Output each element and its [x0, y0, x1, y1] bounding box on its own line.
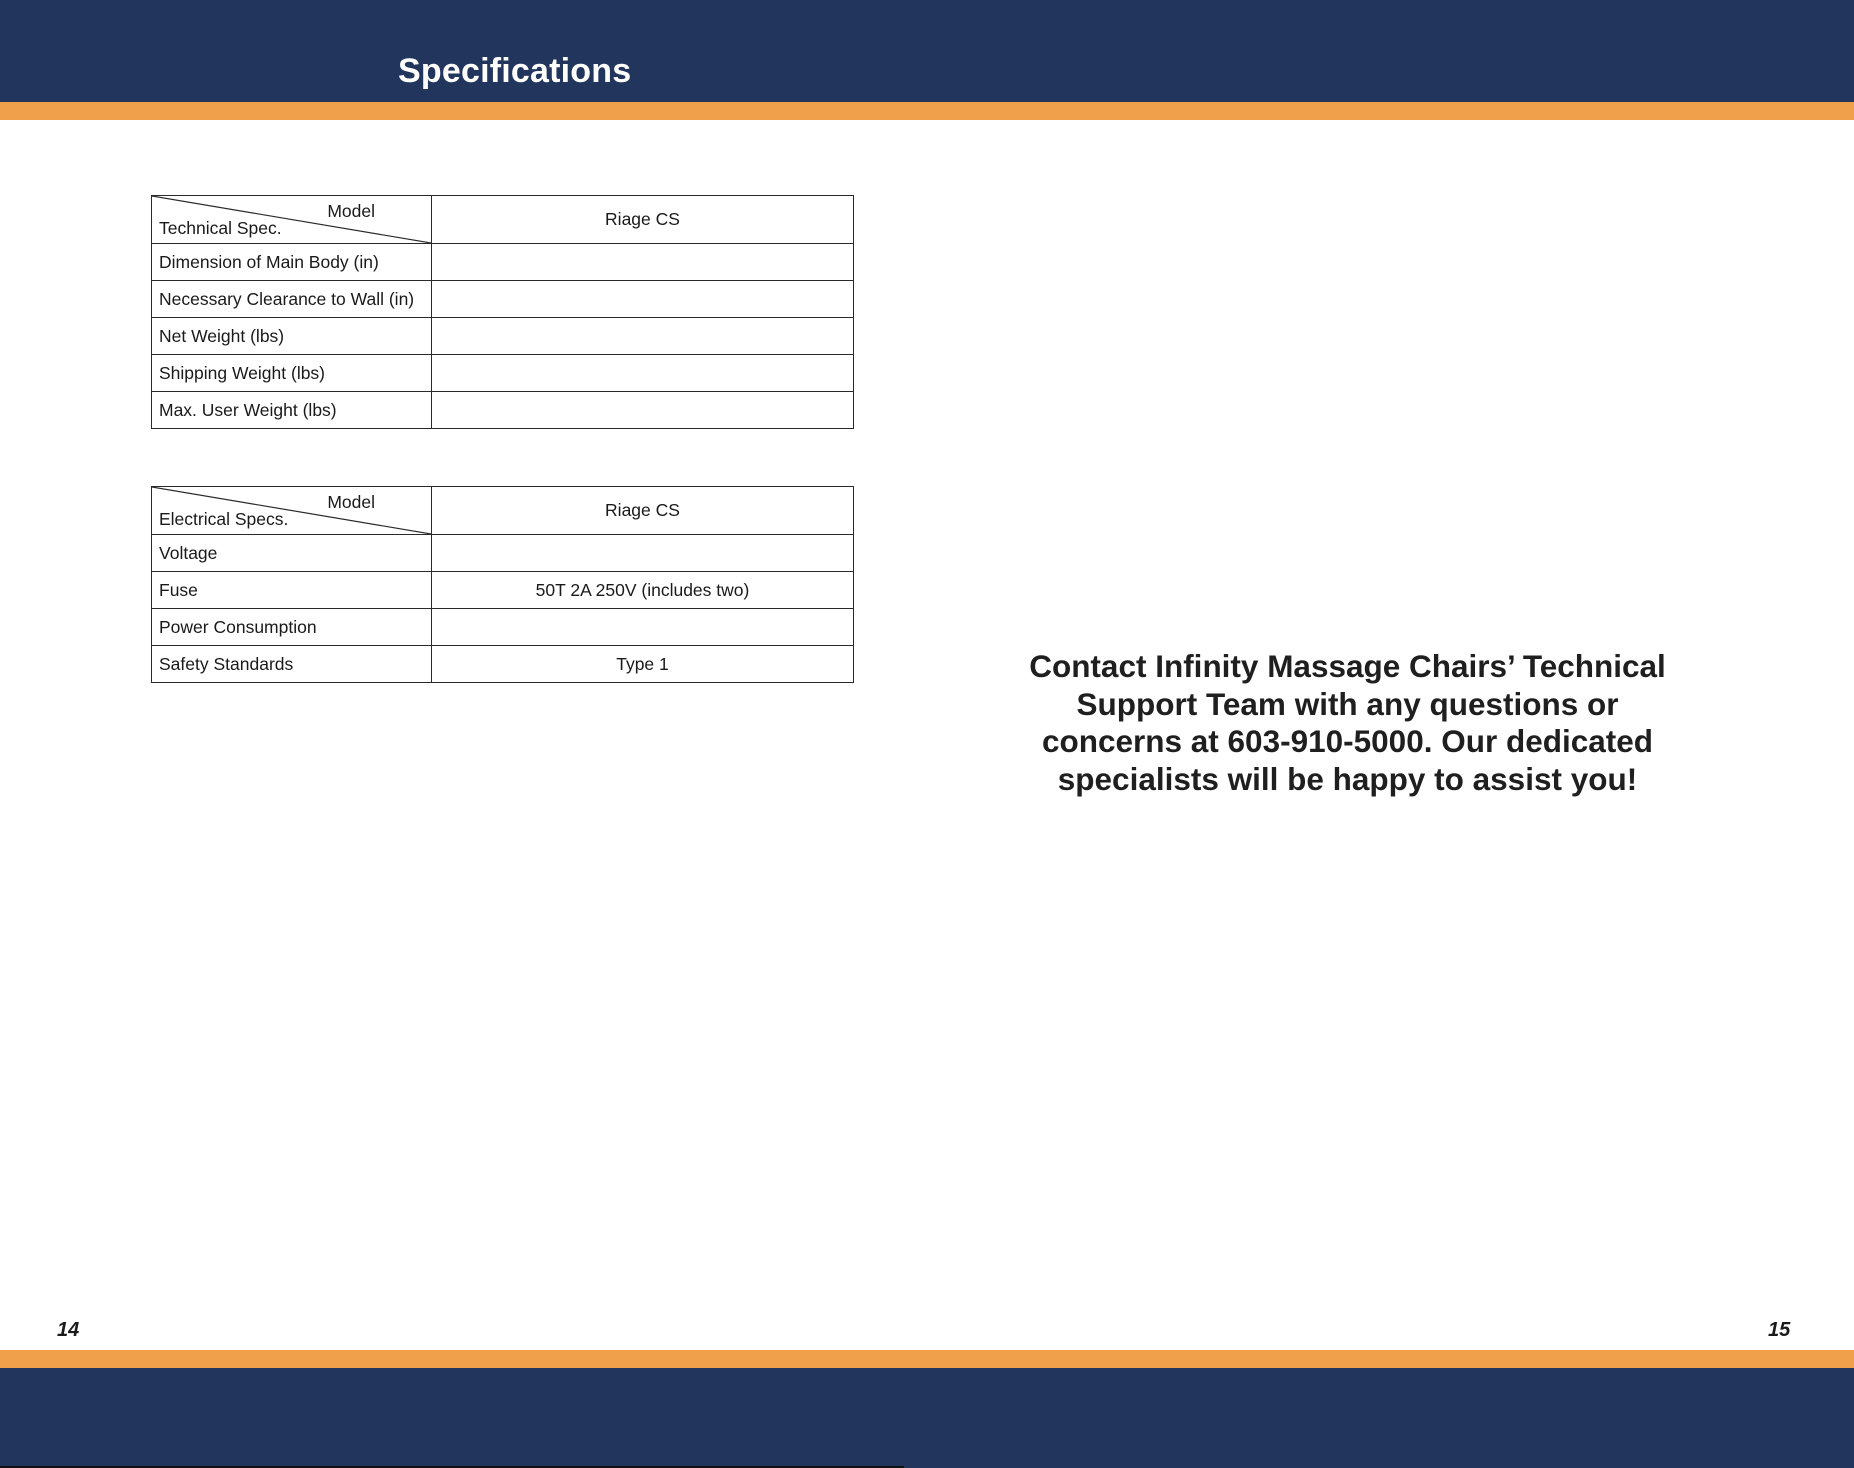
table-row	[152, 535, 854, 572]
table-row	[152, 392, 854, 429]
technical-spec-table	[151, 195, 854, 429]
row-label: Voltage	[152, 535, 432, 572]
table-row	[152, 281, 854, 318]
row-label: Necessary Clearance to Wall (in)	[152, 281, 432, 318]
contact-line: Support Team with any questions or	[1076, 685, 1619, 722]
row-label: Dimension of Main Body (in)	[152, 244, 432, 281]
table-row	[152, 244, 854, 281]
table-corner-cell	[152, 487, 432, 535]
contact-line: concerns at 603-910-5000. Our dedicated	[1041, 723, 1654, 759]
electrical-spec-table	[151, 486, 854, 683]
row-label: Shipping Weight (lbs)	[152, 355, 432, 392]
row-value	[432, 609, 854, 646]
table-corner-cell	[152, 196, 432, 244]
row-value	[432, 535, 854, 572]
row-value	[432, 355, 854, 392]
footer-band	[0, 1368, 1854, 1468]
page-number-left: 14	[57, 1319, 80, 1341]
corner-spec-label: Electrical Specs.	[159, 509, 289, 529]
table-row	[152, 572, 854, 609]
corner-spec-label: Technical Spec.	[159, 218, 282, 238]
row-value	[432, 281, 854, 318]
table-header-row	[152, 487, 854, 535]
contact-support-text	[1000, 648, 1695, 798]
contact-line: Contact Infinity Massage Chairs’ Technical	[1029, 648, 1666, 684]
footer-accent-stripe	[0, 1350, 1854, 1368]
model-name-cell: Riage CS	[432, 487, 854, 535]
table-row	[152, 318, 854, 355]
row-label: Safety Standards	[152, 646, 432, 683]
row-label: Max. User Weight (lbs)	[152, 392, 432, 429]
row-value	[432, 244, 854, 281]
table-header-row	[152, 196, 854, 244]
header-band	[0, 0, 1854, 102]
page-title: Specifications	[398, 52, 632, 90]
row-value	[432, 318, 854, 355]
row-label: Power Consumption	[152, 609, 432, 646]
table-row	[152, 609, 854, 646]
model-name-cell: Riage CS	[432, 196, 854, 244]
row-label: Fuse	[152, 572, 432, 609]
page-number-right: 15	[1768, 1319, 1791, 1341]
row-value: Type 1	[432, 646, 854, 683]
corner-model-label: Model	[327, 201, 375, 221]
corner-model-label: Model	[327, 492, 375, 512]
row-value: 50T 2A 250V (includes two)	[432, 572, 854, 609]
row-label: Net Weight (lbs)	[152, 318, 432, 355]
table-row	[152, 646, 854, 683]
contact-line: specialists will be happy to assist you!	[1057, 760, 1638, 797]
table-row	[152, 355, 854, 392]
header-accent-stripe	[0, 102, 1854, 120]
row-value	[432, 392, 854, 429]
